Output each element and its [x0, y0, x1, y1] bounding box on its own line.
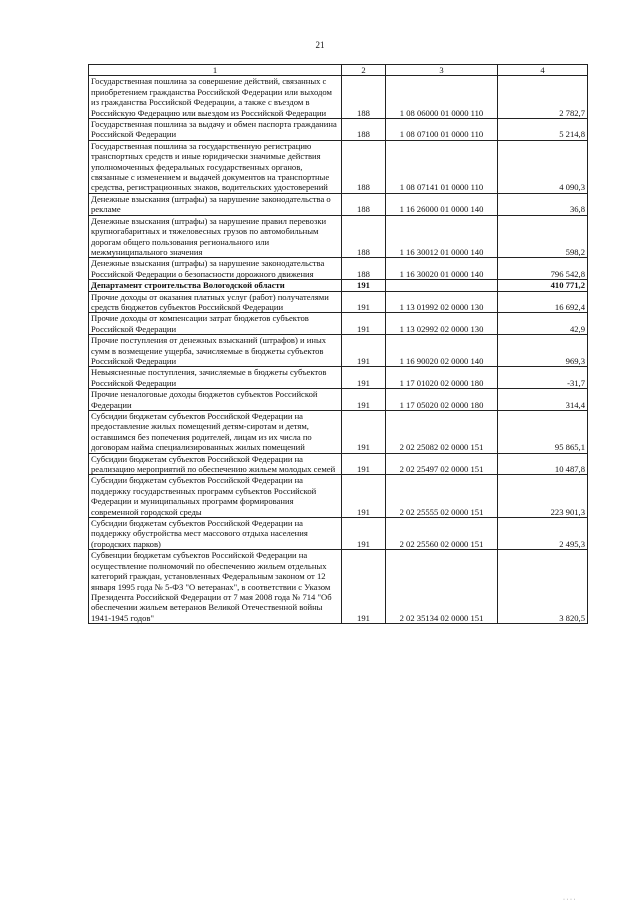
row-kbk-code-cell: 1 08 07141 01 0000 110: [386, 140, 498, 193]
row-admin-code-cell: 191: [342, 453, 386, 475]
row-amount-cell: 36,8: [498, 193, 588, 215]
table-row: [89, 193, 588, 215]
row-admin-code-cell: 191: [342, 367, 386, 389]
row-name-cell: Субсидии бюджетам субъектов Российской Федерации на поддержку обустройства мест массового отдыха населения (городских парков): [89, 518, 342, 550]
row-kbk-code-cell: 1 17 01020 02 0000 180: [386, 367, 498, 389]
table-row: [89, 291, 588, 313]
row-kbk-code-cell: 1 17 05020 02 0000 180: [386, 389, 498, 411]
row-name-cell: Денежные взыскания (штрафы) за нарушение законодательства о рекламе: [89, 193, 342, 215]
row-admin-code-cell: 191: [342, 411, 386, 454]
row-admin-code-cell: 188: [342, 215, 386, 258]
row-amount-cell: 2 782,7: [498, 76, 588, 119]
row-kbk-code-cell: 1 13 02992 02 0000 130: [386, 313, 498, 335]
row-amount-cell: 223 901,3: [498, 475, 588, 518]
row-amount-cell: 95 865,1: [498, 411, 588, 454]
row-amount-cell: 5 214,8: [498, 119, 588, 141]
table-row: [89, 335, 588, 367]
row-amount-cell: 42,9: [498, 313, 588, 335]
row-name-cell: Денежные взыскания (штрафы) за нарушение законодательства Российской Федерации о безопасности дорожного движения: [89, 258, 342, 280]
table-row: [89, 76, 588, 119]
row-kbk-code-cell: 2 02 25497 02 0000 151: [386, 453, 498, 475]
table-row: [89, 453, 588, 475]
row-kbk-code-cell: 2 02 25082 02 0000 151: [386, 411, 498, 454]
row-amount-cell: 4 090,3: [498, 140, 588, 193]
row-admin-code-cell: 188: [342, 119, 386, 141]
column-header-3: 3: [386, 65, 498, 76]
row-admin-code-cell: 188: [342, 258, 386, 280]
row-admin-code-cell: 191: [342, 313, 386, 335]
row-name-cell: Денежные взыскания (штрафы) за нарушение правил перевозки крупногабаритных и тяжеловесных грузов по автомобильным дорогам общего пользования регионального или межмуниципального значения: [89, 215, 342, 258]
row-name-cell: Государственная пошлина за совершение действий, связанных с приобретением гражданства Российской Федерации или выходом из гражданства Российской Федерации, а также с въездом в Российскую Федерацию или выездом из Российской Федерации: [89, 76, 342, 119]
scan-artifact: · · · ·: [563, 897, 576, 903]
row-kbk-code-cell: [386, 280, 498, 291]
row-amount-cell: 314,4: [498, 389, 588, 411]
row-name-cell: Прочие поступления от денежных взысканий (штрафов) и иных сумм в возмещение ущерба, зачисляемые в бюджеты субъектов Российской Федерации: [89, 335, 342, 367]
row-kbk-code-cell: 1 16 30012 01 0000 140: [386, 215, 498, 258]
table-row: [89, 313, 588, 335]
row-amount-cell: 410 771,2: [498, 280, 588, 291]
row-amount-cell: 2 495,3: [498, 518, 588, 550]
row-kbk-code-cell: 1 08 06000 01 0000 110: [386, 76, 498, 119]
row-name-cell: Прочие неналоговые доходы бюджетов субъектов Российской Федерации: [89, 389, 342, 411]
row-admin-code-cell: 188: [342, 193, 386, 215]
row-name-cell: Субсидии бюджетам субъектов Российской Федерации на предоставление жилых помещений детям-сиротам и детям, оставшимся без попечения родителей, лицам из их числа по договорам найма специализированных жилых помещений: [89, 411, 342, 454]
row-admin-code-cell: 188: [342, 140, 386, 193]
row-name-cell: Субсидии бюджетам субъектов Российской Федерации на реализацию мероприятий по обеспечению жильем молодых семей: [89, 453, 342, 475]
row-admin-code-cell: 191: [342, 389, 386, 411]
row-admin-code-cell: 191: [342, 335, 386, 367]
row-kbk-code-cell: 1 16 90020 02 0000 140: [386, 335, 498, 367]
row-amount-cell: -31,7: [498, 367, 588, 389]
row-name-cell: Невыясненные поступления, зачисляемые в бюджеты субъектов Российской Федерации: [89, 367, 342, 389]
row-kbk-code-cell: 1 13 01992 02 0000 130: [386, 291, 498, 313]
table-row: [89, 215, 588, 258]
row-admin-code-cell: 191: [342, 291, 386, 313]
table-row: [89, 140, 588, 193]
column-header-4: 4: [498, 65, 588, 76]
row-name-cell: Субсидии бюджетам субъектов Российской Федерации на поддержку государственных программ субъектов Российской Федерации и муниципальных программ формирования современной городской среды: [89, 475, 342, 518]
row-admin-code-cell: 191: [342, 550, 386, 624]
revenue-table: [88, 64, 588, 624]
row-amount-cell: 3 820,5: [498, 550, 588, 624]
table-row: [89, 119, 588, 141]
row-admin-code-cell: 191: [342, 280, 386, 291]
row-kbk-code-cell: 1 08 07100 01 0000 110: [386, 119, 498, 141]
row-amount-cell: 969,3: [498, 335, 588, 367]
row-name-cell: Прочие доходы от оказания платных услуг (работ) получателями средств бюджетов субъектов Российской Федерации: [89, 291, 342, 313]
row-admin-code-cell: 188: [342, 76, 386, 119]
column-header-2: 2: [342, 65, 386, 76]
table-row: [89, 258, 588, 280]
row-name-cell: Субвенции бюджетам субъектов Российской Федерации на осуществление полномочий по обеспечению жильем отдельных категорий граждан, установленных Федеральным законом от 12 января 1995 года № 5-ФЗ "О ветеранах", в соответствии с Указом Президента Российской Федерации от 7 мая 2008 года № 714 "Об обеспечении жильем ветеранов Великой Отечественной войны 1941-1945 годов": [89, 550, 342, 624]
table-body: [89, 76, 588, 624]
row-kbk-code-cell: 1 16 30020 01 0000 140: [386, 258, 498, 280]
table-row: [89, 518, 588, 550]
table-header-row: [89, 65, 588, 76]
column-header-1: 1: [89, 65, 342, 76]
row-amount-cell: 16 692,4: [498, 291, 588, 313]
table-row: [89, 367, 588, 389]
row-name-cell: Государственная пошлина за выдачу и обмен паспорта гражданина Российской Федерации: [89, 119, 342, 141]
row-name-cell: Прочие доходы от компенсации затрат бюджетов субъектов Российской Федерации: [89, 313, 342, 335]
page-number: 21: [315, 40, 325, 50]
row-kbk-code-cell: 2 02 25560 02 0000 151: [386, 518, 498, 550]
table-row: [89, 550, 588, 624]
row-amount-cell: 598,2: [498, 215, 588, 258]
row-amount-cell: 10 487,8: [498, 453, 588, 475]
row-amount-cell: 796 542,8: [498, 258, 588, 280]
row-kbk-code-cell: 1 16 26000 01 0000 140: [386, 193, 498, 215]
table-row: [89, 389, 588, 411]
row-kbk-code-cell: 2 02 25555 02 0000 151: [386, 475, 498, 518]
row-admin-code-cell: 191: [342, 475, 386, 518]
row-kbk-code-cell: 2 02 35134 02 0000 151: [386, 550, 498, 624]
table-row: [89, 411, 588, 454]
row-admin-code-cell: 191: [342, 518, 386, 550]
row-name-cell: Государственная пошлина за государственную регистрацию транспортных средств и иные юридически значимые действия уполномоченных федеральных государственных органов, связанные с изменением и выдачей документов на транспортные средства, регистрационных знаков, водительских удостоверений: [89, 140, 342, 193]
table-row: [89, 475, 588, 518]
table-row: [89, 280, 588, 291]
row-name-cell: Департамент строительства Вологодской области: [89, 280, 342, 291]
